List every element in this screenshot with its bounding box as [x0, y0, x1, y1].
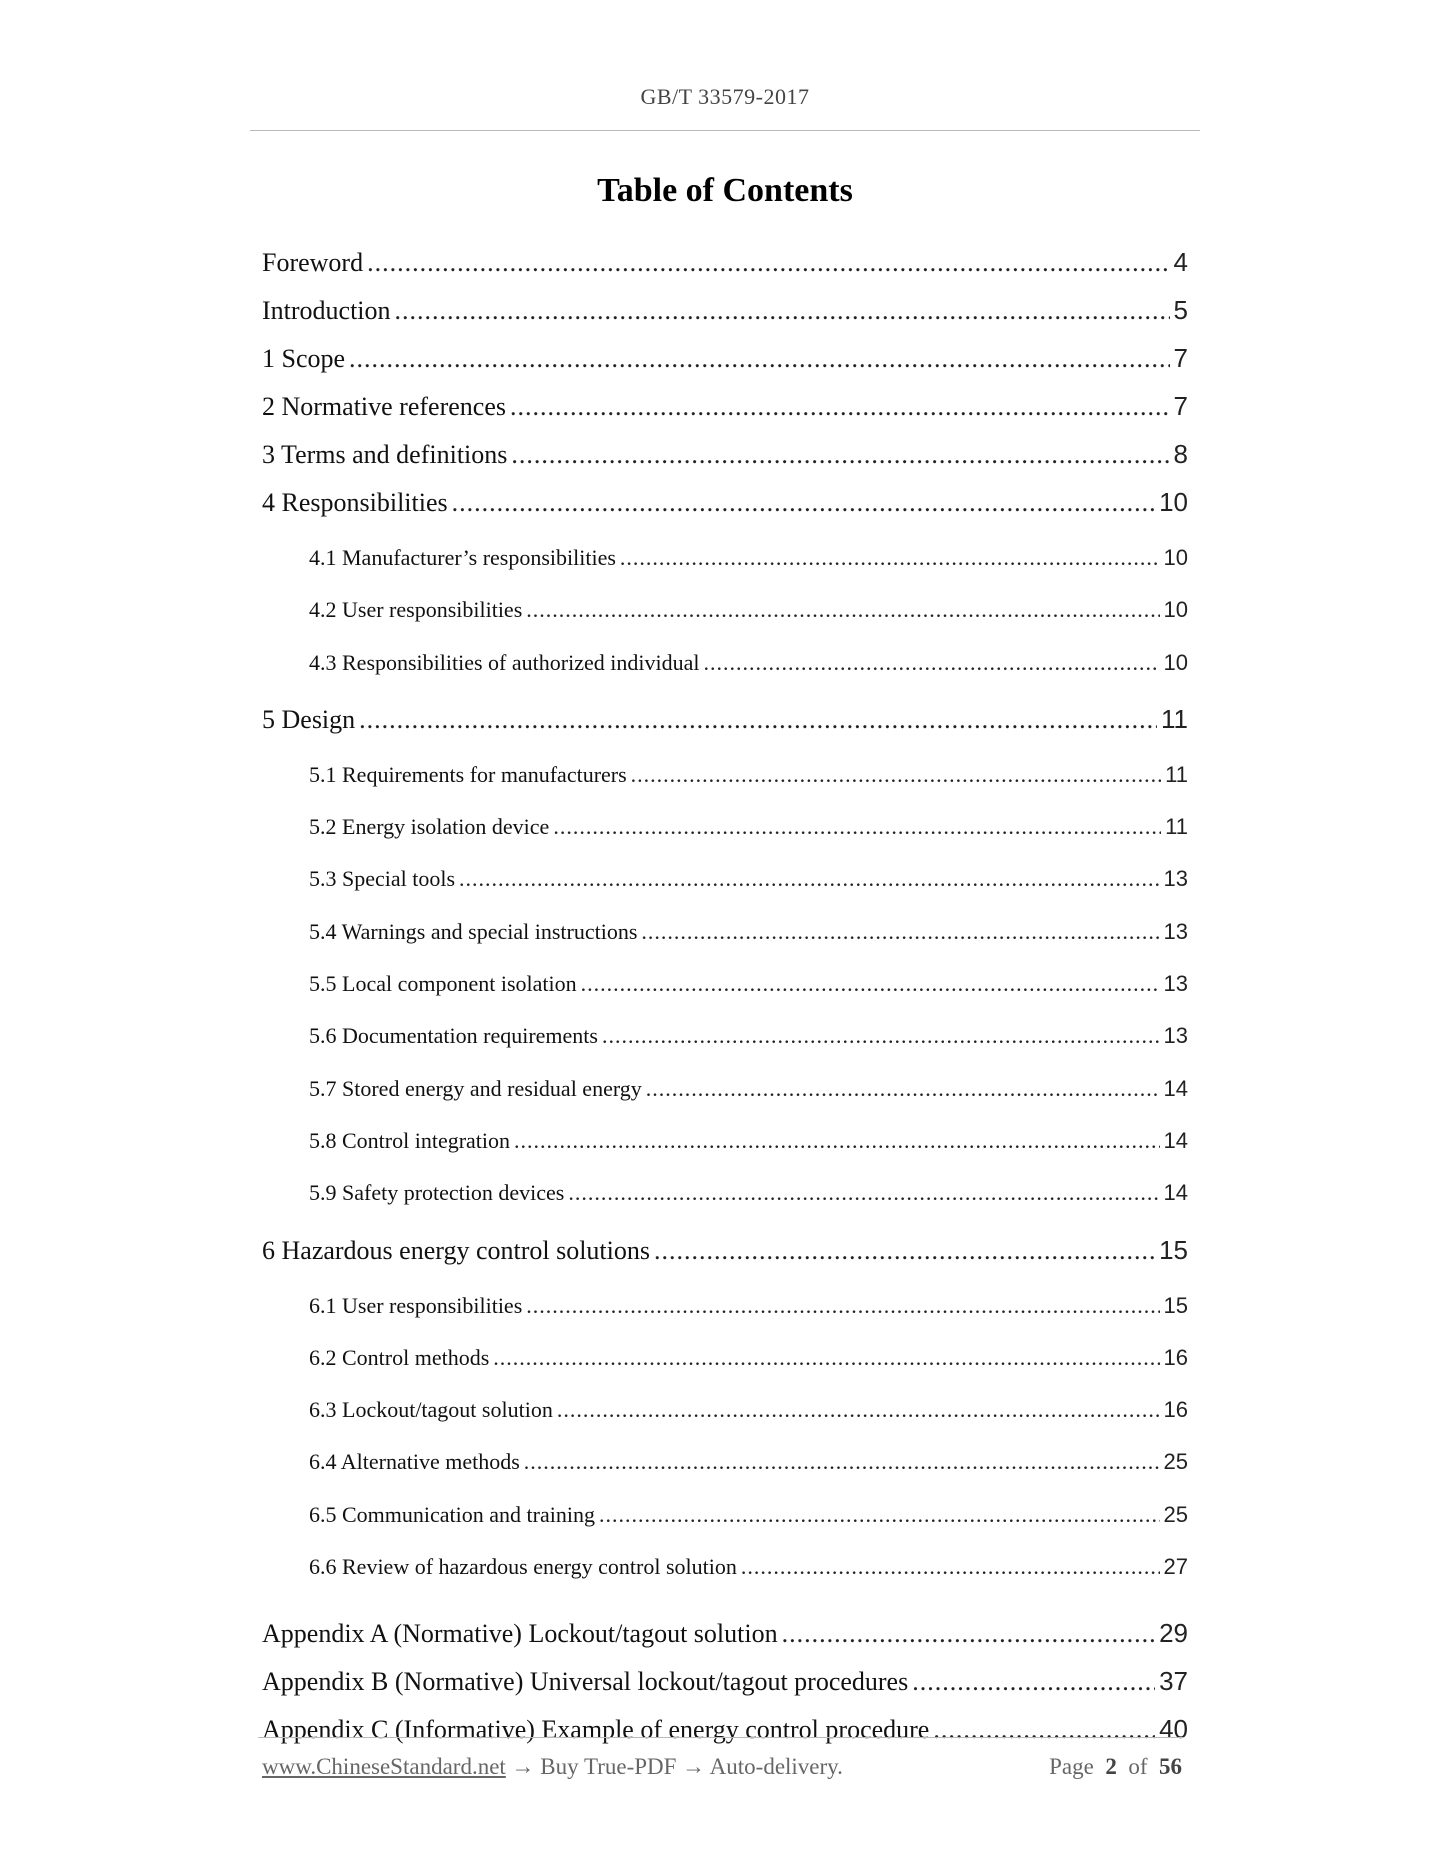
toc-entry[interactable]	[262, 1115, 1188, 1167]
toc-entry-label: 5.3 Special tools	[309, 866, 456, 892]
toc-entry-label: Appendix A (Normative) Lockout/tagout solution	[262, 1619, 778, 1649]
toc-dot-leader	[581, 958, 1160, 1010]
toc-entry-page: 4	[1173, 247, 1188, 277]
toc-entry-label: 5.6 Documentation requirements	[309, 1023, 598, 1049]
toc-entry-label: 6.2 Control methods	[309, 1344, 490, 1370]
toc-dot-leader	[703, 637, 1159, 689]
toc-entry-label: 3 Terms and definitions	[262, 440, 508, 469]
toc-entry[interactable]	[262, 1436, 1188, 1488]
toc-dot-leader	[510, 383, 1170, 430]
toc-entry-label: 5 Design	[262, 704, 356, 734]
toc-entry[interactable]	[262, 286, 1188, 334]
toc-entry-label: 5.8 Control integration	[309, 1127, 511, 1153]
toc-dot-leader	[452, 479, 1155, 526]
toc-entry[interactable]	[262, 1541, 1188, 1593]
toc-entry[interactable]	[262, 906, 1188, 958]
page-word: Page	[1049, 1754, 1094, 1779]
toc-entry[interactable]	[262, 637, 1188, 689]
toc-entry-page: 16	[1163, 1344, 1188, 1370]
toc-dot-leader	[526, 1280, 1159, 1332]
toc-entry-label: Foreword	[262, 248, 364, 277]
toc-entry[interactable]	[262, 749, 1188, 801]
toc-entry[interactable]	[262, 958, 1188, 1010]
of-word: of	[1128, 1754, 1148, 1779]
toc-dot-leader	[933, 1706, 1155, 1753]
toc-dot-leader	[599, 1489, 1160, 1541]
page-total: 56	[1159, 1754, 1182, 1779]
toc-entry[interactable]	[262, 1705, 1188, 1753]
header-divider	[250, 130, 1200, 131]
footer-divider	[258, 1737, 1184, 1738]
toc-entry-label: Introduction	[262, 296, 391, 325]
toc-entry-label: 4 Responsibilities	[262, 488, 448, 517]
toc-entry-label: 6.5 Communication and training	[309, 1501, 595, 1527]
toc-entry-page: 14	[1163, 1180, 1188, 1206]
toc-entry-label: 1 Scope	[262, 344, 346, 373]
toc-dot-leader	[526, 584, 1159, 636]
toc-entry[interactable]	[262, 430, 1188, 478]
toc-dot-leader	[641, 906, 1159, 958]
website-link[interactable]: www.ChineseStandard.net	[262, 1754, 506, 1779]
toc-entry-page: 10	[1163, 649, 1188, 675]
toc-entry[interactable]	[262, 695, 1188, 743]
toc-entry-label: 6.1 User responsibilities	[309, 1292, 523, 1318]
toc-entry-page: 8	[1173, 439, 1188, 469]
toc-dot-leader	[367, 239, 1169, 286]
toc-dot-leader	[741, 1541, 1160, 1593]
toc-entry-label: 5.1 Requirements for manufacturers	[309, 761, 627, 787]
toc-entry[interactable]	[262, 1332, 1188, 1384]
toc-dot-leader	[553, 801, 1161, 853]
page-title: Table of Contents	[597, 172, 853, 209]
toc-entry-page: 13	[1163, 971, 1188, 997]
toc-dot-leader	[459, 853, 1159, 905]
page-number	[1049, 1754, 1182, 1780]
toc-entry[interactable]	[262, 1384, 1188, 1436]
toc-entry[interactable]	[262, 532, 1188, 584]
toc-entry[interactable]	[262, 801, 1188, 853]
toc-entry[interactable]	[262, 334, 1188, 382]
toc-entry-label: 5.4 Warnings and special instructions	[309, 918, 638, 944]
toc-entry-label: 2 Normative references	[262, 392, 506, 421]
toc-entry-label: Appendix C (Informative) Example of energy control procedure	[262, 1715, 930, 1745]
toc-dot-leader	[493, 1332, 1159, 1384]
toc-entry-page: 5	[1173, 295, 1188, 325]
toc-entry-label: 4.3 Responsibilities of authorized individual	[309, 649, 700, 675]
toc-entry-page: 11	[1165, 761, 1188, 787]
toc-dot-leader	[514, 1115, 1159, 1167]
toc-entry[interactable]	[262, 1167, 1188, 1219]
toc-dot-leader	[557, 1384, 1160, 1436]
toc-entry[interactable]	[262, 853, 1188, 905]
toc-entry[interactable]	[262, 382, 1188, 430]
toc-entry[interactable]	[262, 584, 1188, 636]
toc-entry-label: 4.2 User responsibilities	[309, 597, 523, 623]
page-footer	[262, 1754, 1182, 1788]
toc-entry-label: 6.3 Lockout/tagout solution	[309, 1397, 553, 1423]
toc-entry[interactable]	[262, 1063, 1188, 1115]
toc-entry-page: 15	[1159, 1234, 1188, 1265]
toc-dot-leader	[620, 532, 1160, 584]
toc-dot-leader	[395, 287, 1170, 334]
toc-entry-page: 25	[1163, 1501, 1188, 1527]
toc-entry[interactable]	[262, 478, 1188, 526]
toc-dot-leader	[631, 749, 1161, 801]
toc-entry-page: 14	[1163, 1127, 1188, 1153]
toc-dot-leader	[782, 1610, 1155, 1657]
toc-entry-page: 7	[1173, 391, 1188, 421]
toc-entry-label: Appendix B (Normative) Universal lockout/tagout procedures	[262, 1667, 909, 1697]
toc-entry[interactable]	[262, 1280, 1188, 1332]
toc-dot-leader	[602, 1010, 1160, 1062]
toc-entry[interactable]	[262, 1657, 1188, 1705]
toc-entry-page: 10	[1163, 597, 1188, 623]
toc-entry-label: 6 Hazardous energy control solutions	[262, 1235, 650, 1265]
toc-dot-leader	[524, 1436, 1160, 1488]
toc-entry[interactable]	[262, 1489, 1188, 1541]
toc-dot-leader	[654, 1227, 1155, 1274]
toc-entry-page: 29	[1159, 1618, 1188, 1649]
toc-entry-page: 40	[1159, 1714, 1188, 1745]
document-id-header: GB/T 33579-2017	[640, 84, 810, 109]
footer-promo-text: → Buy True-PDF → Auto-delivery.	[505, 1754, 843, 1779]
toc-entry-page: 16	[1163, 1397, 1188, 1423]
toc-entry-label: 5.5 Local component isolation	[309, 971, 577, 997]
footer-promo	[262, 1754, 843, 1780]
toc-entry-label: 6.4 Alternative methods	[309, 1449, 520, 1475]
toc-entry-page: 15	[1163, 1292, 1188, 1318]
toc-entry-page: 10	[1163, 545, 1188, 570]
toc-entry-page: 10	[1159, 487, 1188, 517]
toc-entry[interactable]	[262, 1609, 1188, 1657]
toc-entry[interactable]	[262, 238, 1188, 286]
toc-entry-label: 5.9 Safety protection devices	[309, 1180, 565, 1206]
toc-dot-leader	[359, 696, 1157, 743]
toc-entry-label: 6.6 Review of hazardous energy control solution	[309, 1554, 737, 1580]
toc-dot-leader	[568, 1167, 1159, 1219]
toc-entry-page: 25	[1163, 1449, 1188, 1475]
toc-entry-label: 5.2 Energy isolation device	[309, 814, 550, 840]
toc-entry-page: 37	[1159, 1666, 1188, 1697]
toc-entry[interactable]	[262, 1226, 1188, 1274]
toc-entry-page: 14	[1163, 1075, 1188, 1101]
toc-entry-label: 5.7 Stored energy and residual energy	[309, 1075, 642, 1101]
toc-entry-label: 4.1 Manufacturer’s responsibilities	[309, 545, 616, 570]
page-current: 2	[1105, 1754, 1117, 1779]
toc-entry-page: 11	[1165, 814, 1188, 840]
toc-entry-page: 13	[1163, 1023, 1188, 1049]
toc-entry-page: 11	[1161, 703, 1188, 734]
toc-entry-page: 13	[1163, 866, 1188, 892]
toc-dot-leader	[646, 1063, 1160, 1115]
table-of-contents	[262, 238, 1188, 1753]
toc-entry[interactable]	[262, 1010, 1188, 1062]
toc-entry-page: 13	[1163, 918, 1188, 944]
toc-entry-page: 7	[1173, 343, 1188, 373]
toc-dot-leader	[511, 431, 1169, 478]
toc-dot-leader	[349, 335, 1169, 382]
toc-entry-page: 27	[1163, 1554, 1188, 1580]
toc-dot-leader	[912, 1658, 1155, 1705]
